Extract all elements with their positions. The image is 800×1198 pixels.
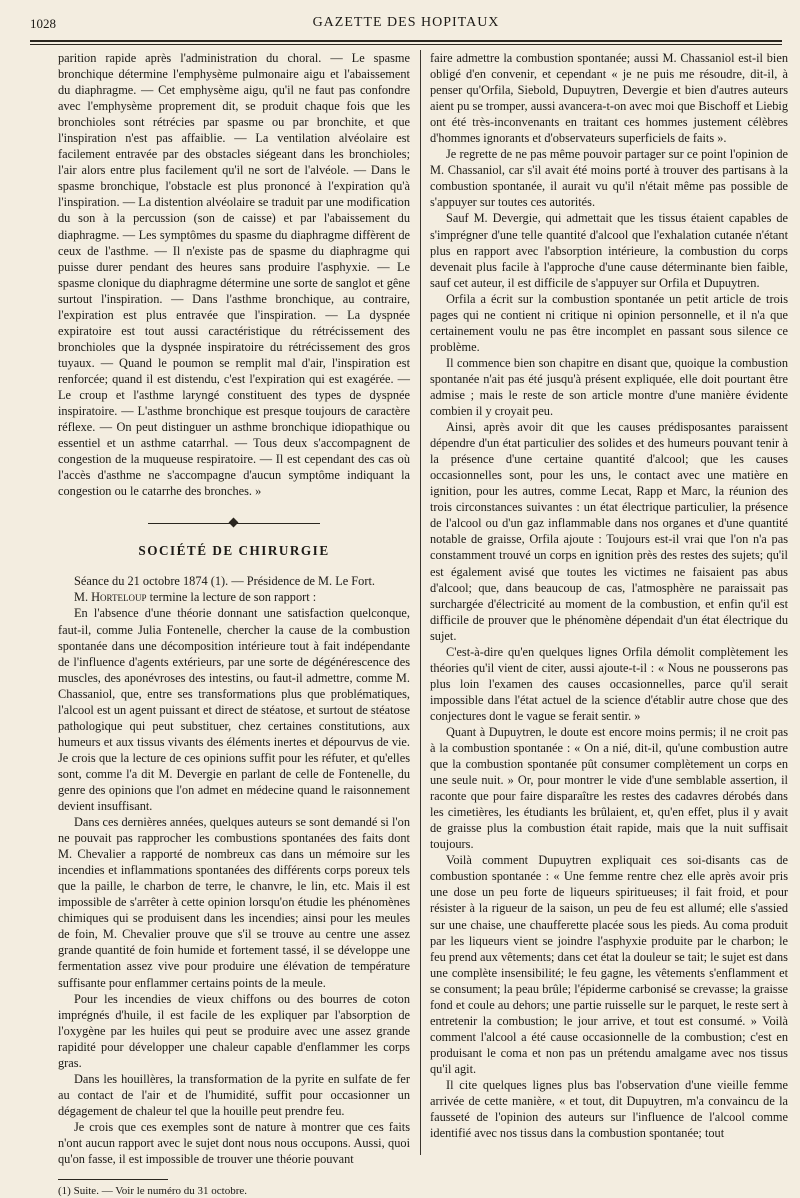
footnote: (1) Suite. — Voir le numéro du 31 octobre. bbox=[58, 1185, 248, 1198]
paragraph: Il cite quelques lignes plus bas l'observation d'une vieille femme arrivée de cette manière, « et tout, dit Dupuytren, m'a convaincu de la fausseté de l'opinion des auteurs sur l'influence de l'alcool comme identifié avec nos tissus dans la combustion spontanée; tout bbox=[430, 1078, 788, 1141]
column-divider bbox=[420, 50, 421, 1155]
paragraph: faire admettre la combustion spontanée; aussi M. Chassaniol est-il bien obligé d'en convenir, et cependant « je ne puis me résoudre, dit-il, à penser qu'Orfila, Siebold, Dupuytren, Devergie et bien d'autres auteurs aient pu se tromper, aussi avancera-t-on avec moi que Bischoff et Liebig ont été très-inconvenants en traitant ces hommes justement célèbres d'hommes ignorants et d'observateurs superficiels de faits ». bbox=[430, 51, 788, 146]
ornamental-divider bbox=[58, 515, 410, 531]
speaker-line bbox=[58, 589, 410, 605]
session-line: Séance du 21 octobre 1874 (1). — Présidence de M. Le Fort. bbox=[74, 574, 375, 589]
paragraph: Quant à Dupuytren, le doute est encore moins permis; il ne croit pas à la combustion spontanée : « On a nié, dit-il, qu'une combustion autre que la combustion spontanée pût consumer complètement un corps en une seule nuit. » Or, pour montrer le vide d'une semblable assertion, il raconte que pour faire disparaître les restes des cadavres dérobés dans les cimetières, les étudiants les brûlaient, et, qu'en effet, plus il y avait de graisse plus la combustion était rapide, mais que la nuit suffisait toujours. bbox=[430, 724, 788, 852]
speaker-name: M. Horteloup bbox=[74, 590, 147, 605]
page-header bbox=[30, 14, 782, 40]
paragraph: Orfila a écrit sur la combustion spontanée un petit article de trois pages qui ne contient ni critique ni opinion personnelle, et il n'a que certainement voulu ne pas être incomplet en passant sous silence ce problème. bbox=[430, 291, 788, 354]
header-rule bbox=[30, 40, 782, 42]
paragraph: parition rapide après l'administration du choral. — Le spasme bronchique détermine l'emphysème pulmonaire aigu et l'abaissement du diaphragme. — Cet emphysème aigu, qu'il ne faut pas confondre avec l'emphysème proprement dit, se produit chaque fois que les bronchioles sont rétrécies par spasme ou par bronchite, et que l'inspiration n'est pas affaiblie. — La ventilation alvéolaire est facilement entravée par des obstacles siégeant dans les bronchioles; l'air alors entre plus facilement qu'il ne sort de l'alvéole. — Dans le spasme bronchique, l'obstacle est plus prononcé à l'expiration qu'à l'inspiration. — La distention alvéolaire se traduit par une modification du son à la percussion (son de caisse) et par l'abaissement du diaphragme. — Les symptômes du spasme du diaphragme diffèrent de ceux de l'asthme. — Il n'existe pas de spasme du diaphragme qui puisse durer pendant des heures sans produire l'asphyxie. — Le spasme clonique du diaphragme détermine une sorte de sanglot et gêne surtout l'inspiration. — Dans l'asthme bronchique, au contraire, l'expiration est plus entravée que l'inspiration. — La dyspnée expiratoire est tout aussi caractéristique du rétrécissement des bronchioles que la dyspnée inspiratoire du rétrécissement des gros tuyaux. — Quand le poumon se remplit mal d'air, l'inspiration est renforcée; quand il est distendu, c'est l'expiration qui est exagérée. — Le croup et l'asthme laryngé constituent des types de dyspnée inspiratoire. — L'asthme bronchique est presque toujours de caractère réflexe. — On peut distinguer un asthme bronchique idiopathique ou essentiel et un asthme catarrhal. — Tous deux s'accompagnent de congestion de la muqueuse respiratoire. — Il est cependant des cas où l'accès d'asthme ne s'accompagne d'aucun symptôme indiquant la congestion ou le catarrhe des bronches. » bbox=[58, 51, 410, 499]
paragraph: Dans ces dernières années, quelques auteurs se sont demandé si l'on ne pouvait pas rapprocher les combustions spontanées des faits dont M. Chevalier a rapporté de nombreux cas dans un mémoire sur les incendies et inflammations spontanées des différents corps poreux tels que la paille, le charbon de terre, le chanvre, le lin, etc. Mais il est impossible de s'arrêter à cette opinion lorsqu'on étudie les phénomènes chimiques qui se produisent dans les incendies; ainsi pour les meules de foin, M. Chevalier prouve que s'il se trouve au centre une assez grande quantité de foin humide et fortement tassé, il se développe une fermentation assez vive pour produire une élévation de température suffisante pour enflammer certains points de la meule. bbox=[58, 815, 410, 990]
paragraph: Je crois que ces exemples sont de nature à montrer que ces faits n'ont aucun rapport avec le sujet dont nous nous occupons. Aussi, quoi qu'on fasse, il est impossible de trouver une théorie pouvant bbox=[58, 1119, 410, 1167]
right-column bbox=[430, 50, 788, 1141]
page-number: 1028 bbox=[30, 16, 56, 31]
paragraph: Dans les houillères, la transformation de la pyrite en sulfate de fer au contact de l'air et de l'humidité, suffit pour occasionner un dégagement de chaleur tel que la houille peut prendre feu. bbox=[58, 1071, 410, 1118]
footnote-rule bbox=[58, 1179, 168, 1180]
paragraph: En l'absence d'une théorie donnant une satisfaction quelconque, faut-il, comme Julia Fontenelle, chercher la cause de la combustion spontanée dans une décomposition intérieure tout à fait indépendante de l'influence d'agents extérieurs, par une sorte de dégénérescence des muscles, des aponévroses des intestins, ou faut-il admettre, comme M. Chassaniol, que, entre ses transformations plus que problématiques, l'alcool est un agent puissant et direct de stéatose, et surtout de stéatose pathologique qui peut substituer, chez certaines constitutions, aux humeurs et aux tissus vivants des éléments inertes et dépourvus de vie. Je crois que la lecture de ces opinions suffit pour les réfuter, et qu'elles sont, comme l'a dit M. Devergie en parlant de celle de Fontenelle, du genre des opinions que l'on admet en médecine quand le raisonnement devient insuffisant. bbox=[58, 606, 410, 814]
section-heading: SOCIÉTÉ DE CHIRURGIE bbox=[138, 543, 330, 559]
paragraph: Sauf M. Devergie, qui admettait que les tissus étaient capables de s'imprégner d'une telle quantité d'alcool que l'exhalation cutanée n'étant plus en rapport avec l'absorption intérieure, la combustion du corps devenait plus facile à l'approche d'une cause déterminante bien faible, sauf cet auteur, il est difficile de s'appuyer sur Orfila et Dupuytren. bbox=[430, 211, 788, 290]
paragraph: Il commence bien son chapitre en disant que, quoique la combustion spontanée n'ait pas été jusqu'à présent expliquée, elle doit pourtant être admise ; mais le reste de son article montre d'une manière évidente combien il y croyait peu. bbox=[430, 355, 788, 419]
paragraph: Pour les incendies de vieux chiffons ou des bourres de coton imprégnés d'huile, il est facile de les expliquer par l'absorption de l'oxygène par les huiles qui peut se produire avec une assez grande rapidité pour développer une chaleur capable d'enflammer les corps gras. bbox=[58, 991, 410, 1070]
paragraph: C'est-à-dire qu'en quelques lignes Orfila démolit complètement les théories qu'il vient de citer, aussi ajoute-t-il : « Nous ne pousserons pas plus loin l'examen des causes occasionnelles, parce qu'il serait impossible dans l'état actuel de la science d'établir autre chose que des conjectures dont le vague se ferait sentir. » bbox=[430, 644, 788, 723]
paragraph: Ainsi, après avoir dit que les causes prédisposantes paraissent dépendre d'un état particulier des solides et des humeurs pouvant tenir à la présence d'une certaine quantité d'alcool; que les causes occasionnelles sont, pour les uns, le contact avec une matière en ignition, pour les autres, comme Lecat, Rapp et Marc, la réunion des trois circonstances suivantes : un état électrique particulier, la présence de l'alcool ou d'un gaz inflammable dans nos organes et d'une quantité notable de graisse, Orfila ajoute : Toujours est-il vrai que l'on n'a pas constamment trouvé un corps en ignition près des restes des sujets; qu'il est également avisé que toutes les victimes ne faisaient pas abus d'alcool; que, dans beaucoup de cas, l'atmosphère ne paraissait pas surchargée d'électricité au moment de la combustion, et enfin qu'il est difficile de prouver que le phénomène dépendait d'un état électrique du sujet. bbox=[430, 420, 788, 643]
diamond-ornament-icon bbox=[229, 518, 239, 528]
header-rule-thin bbox=[30, 44, 782, 45]
paragraph: Je regrette de ne pas même pouvoir partager sur ce point l'opinion de M. Chassaniol, car s'il avait été moins porté à trouver des partisans à la combustion spontanée, il aurait vu qu'il n'était même pas possible de s'appuyer sur toutes ces autorités. bbox=[430, 147, 788, 210]
paragraph: Voilà comment Dupuytren expliquait ces soi-disants cas de combustion spontanée : « Une femme rentre chez elle après avoir pris une dose un peu forte de liqueurs spiritueuses; il fait froid, et pour résister à la rigueur de la saison, un peu de feu est allumé; elle s'assied sur une chaise, une chaufferette placée sous les pieds. Au coma produit par les liqueurs vient se joindre l'asphyxie produite par le charbon; le feu prend aux vêtements; dans cet état la douleur se tait; le sujet est dans une complète insensibilité; le feu gagne, les vêtements s'enflamment et se consument; la peau brûle; l'épiderme carbonisé se crevasse; la graisse fond et coule au dehors; une partie ruisselle sur le parquet, le reste sert à entretenir la combustion; le jour arrive, et tout est consumé. » Voilà comment l'alcool a été cause occasionnelle de la combustion; c'est en produisant le coma et non pas un prétendu amalgame avec nos tissus qu'il agit. bbox=[430, 853, 788, 1076]
running-title: GAZETTE DES HOPITAUX bbox=[312, 15, 500, 30]
left-column bbox=[58, 50, 410, 1198]
speaker-text: termine la lecture de son rapport : bbox=[146, 590, 317, 605]
